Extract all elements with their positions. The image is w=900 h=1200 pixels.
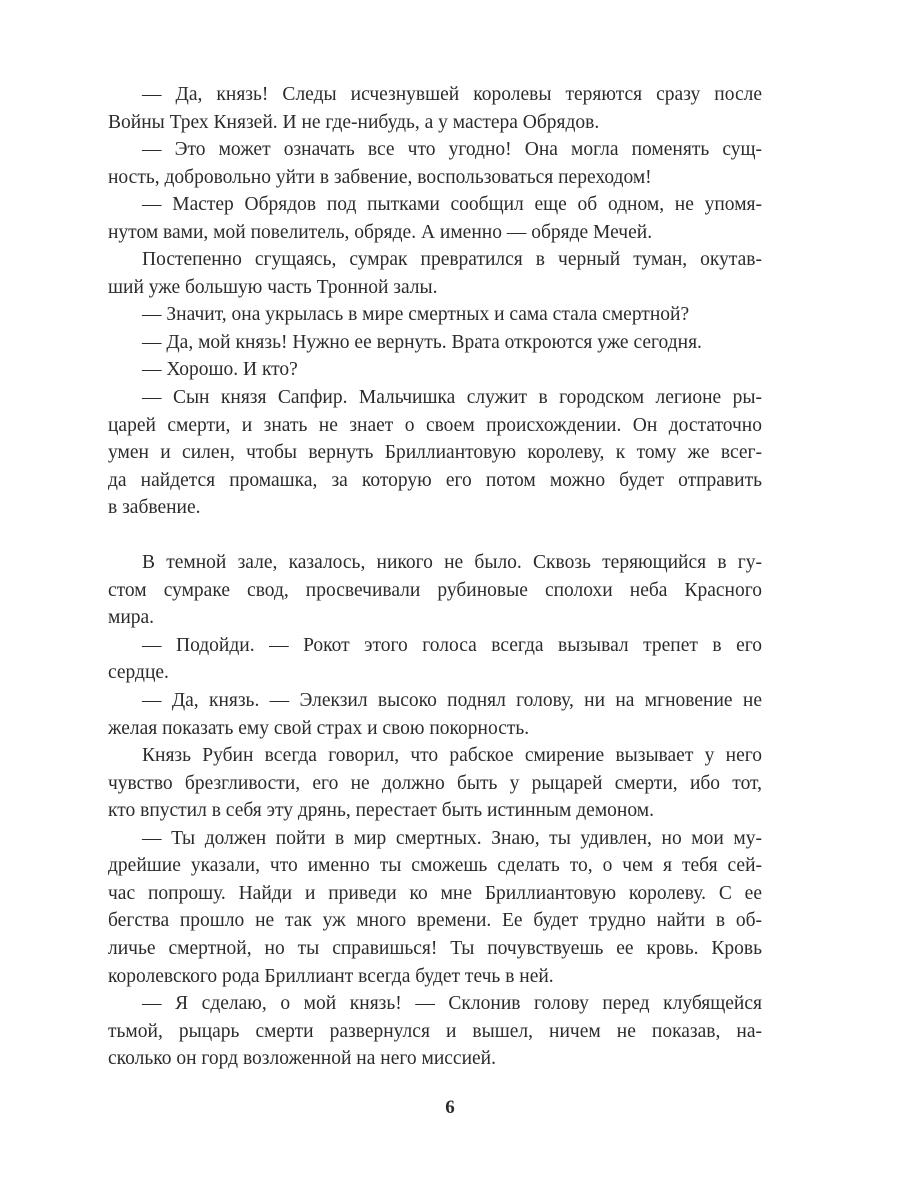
paragraph — [108, 81, 762, 136]
text-line: В темной зале, казалось, никого не было. Сквозь теряющийся в гу- — [142, 552, 762, 574]
text-line: царей смерти, и знать не знает о своем происхождении. Он достаточно — [108, 414, 762, 436]
paragraph — [108, 329, 762, 357]
text-line: — Хорошо. И кто? — [142, 359, 298, 381]
section-break — [108, 522, 762, 550]
page-number: 6 — [445, 1097, 455, 1118]
text-line: тьмой, рыцарь смерти развернулся и вышел, ничем не показав, на- — [108, 1020, 762, 1042]
text-line: Войны Трех Князей. И не где-нибудь, а у мастера Обрядов. — [108, 111, 600, 133]
text-line: нутом вами, мой повелитель, обряде. А именно — обряде Мечей. — [108, 221, 653, 243]
paragraph — [108, 742, 762, 825]
text-line: час попрошу. Найди и приведи ко мне Бриллиантовую королеву. С ее — [108, 882, 762, 904]
text-line: ность, добровольно уйти в забвение, воспользоваться переходом! — [108, 166, 652, 188]
text-line: желая показать ему свой страх и свою покорность. — [108, 717, 530, 739]
paragraph — [108, 301, 762, 329]
text-line: ший уже большую часть Тронной залы. — [108, 276, 438, 298]
text-line: да найдется промашка, за которую его потом можно будет отправить — [108, 469, 762, 491]
text-section — [108, 81, 762, 522]
text-line: — Мастер Обрядов под пытками сообщил еще об одном, не упомя- — [142, 194, 762, 216]
text-line: стом сумраке свод, просвечивали рубиновые сполохи неба Красного — [108, 579, 762, 601]
paragraph — [108, 632, 762, 687]
text-line: умен и силен, чтобы вернуть Бриллиантовую королеву, к тому же всег- — [108, 442, 762, 464]
text-line: кто впустил в себя эту дрянь, перестает быть истинным демоном. — [108, 800, 654, 822]
text-section — [108, 549, 762, 1072]
text-line: — Да, князь. — Элекзил высоко поднял голову, ни на мгновение не — [142, 690, 762, 712]
paragraph — [108, 356, 762, 384]
text-line: сердце. — [108, 662, 169, 684]
text-line: в забвение. — [108, 497, 201, 519]
paragraph — [108, 825, 762, 990]
paragraph — [108, 246, 762, 301]
text-line: сколько он горд возложенной на него миссией. — [108, 1048, 496, 1070]
text-line: — Это может означать все что угодно! Она могла поменять сущ- — [142, 139, 762, 161]
paragraph — [108, 687, 762, 742]
paragraph — [108, 549, 762, 632]
text-line: Князь Рубин всегда говорил, что рабское смирение вызывает у него — [142, 745, 762, 767]
text-line: — Значит, она укрылась в мире смертных и сама стала смертной? — [142, 304, 690, 326]
text-line: королевского рода Бриллиант всегда будет течь в ней. — [108, 965, 554, 987]
book-page-text — [108, 81, 762, 1073]
text-line: — Да, князь! Следы исчезнувшей королевы теряются сразу после — [142, 84, 762, 105]
paragraph — [108, 136, 762, 191]
text-line: — Подойди. — Рокот этого голоса всегда вызывал трепет в его — [142, 634, 762, 656]
paragraph — [108, 990, 762, 1073]
text-line: дрейшие указали, что именно ты сможешь сделать то, о чем я тебя сей- — [108, 855, 762, 877]
text-line: мира. — [108, 607, 155, 629]
text-line: чувство брезгливости, его не должно быть у рыцарей смерти, ибо тот, — [108, 772, 762, 794]
paragraph — [108, 191, 762, 246]
text-line: бегства прошло не так уж много времени. Ее будет трудно найти в об- — [108, 910, 762, 932]
text-line: личье смертной, но ты справишься! Ты почувствуешь ее кровь. Кровь — [108, 937, 762, 959]
text-line: — Да, мой князь! Нужно ее вернуть. Врата откроются уже сегодня. — [142, 331, 702, 353]
text-line: — Ты должен пойти в мир смертных. Знаю, ты удивлен, но мои му- — [142, 827, 762, 849]
text-line: — Сын князя Сапфир. Мальчишка служит в городском легионе ры- — [142, 387, 762, 409]
text-line: — Я сделаю, о мой князь! — Склонив голову перед клубящейся — [142, 993, 762, 1015]
text-line: Постепенно сгущаясь, сумрак превратился в черный туман, окутав- — [142, 249, 762, 271]
paragraph — [108, 384, 762, 522]
